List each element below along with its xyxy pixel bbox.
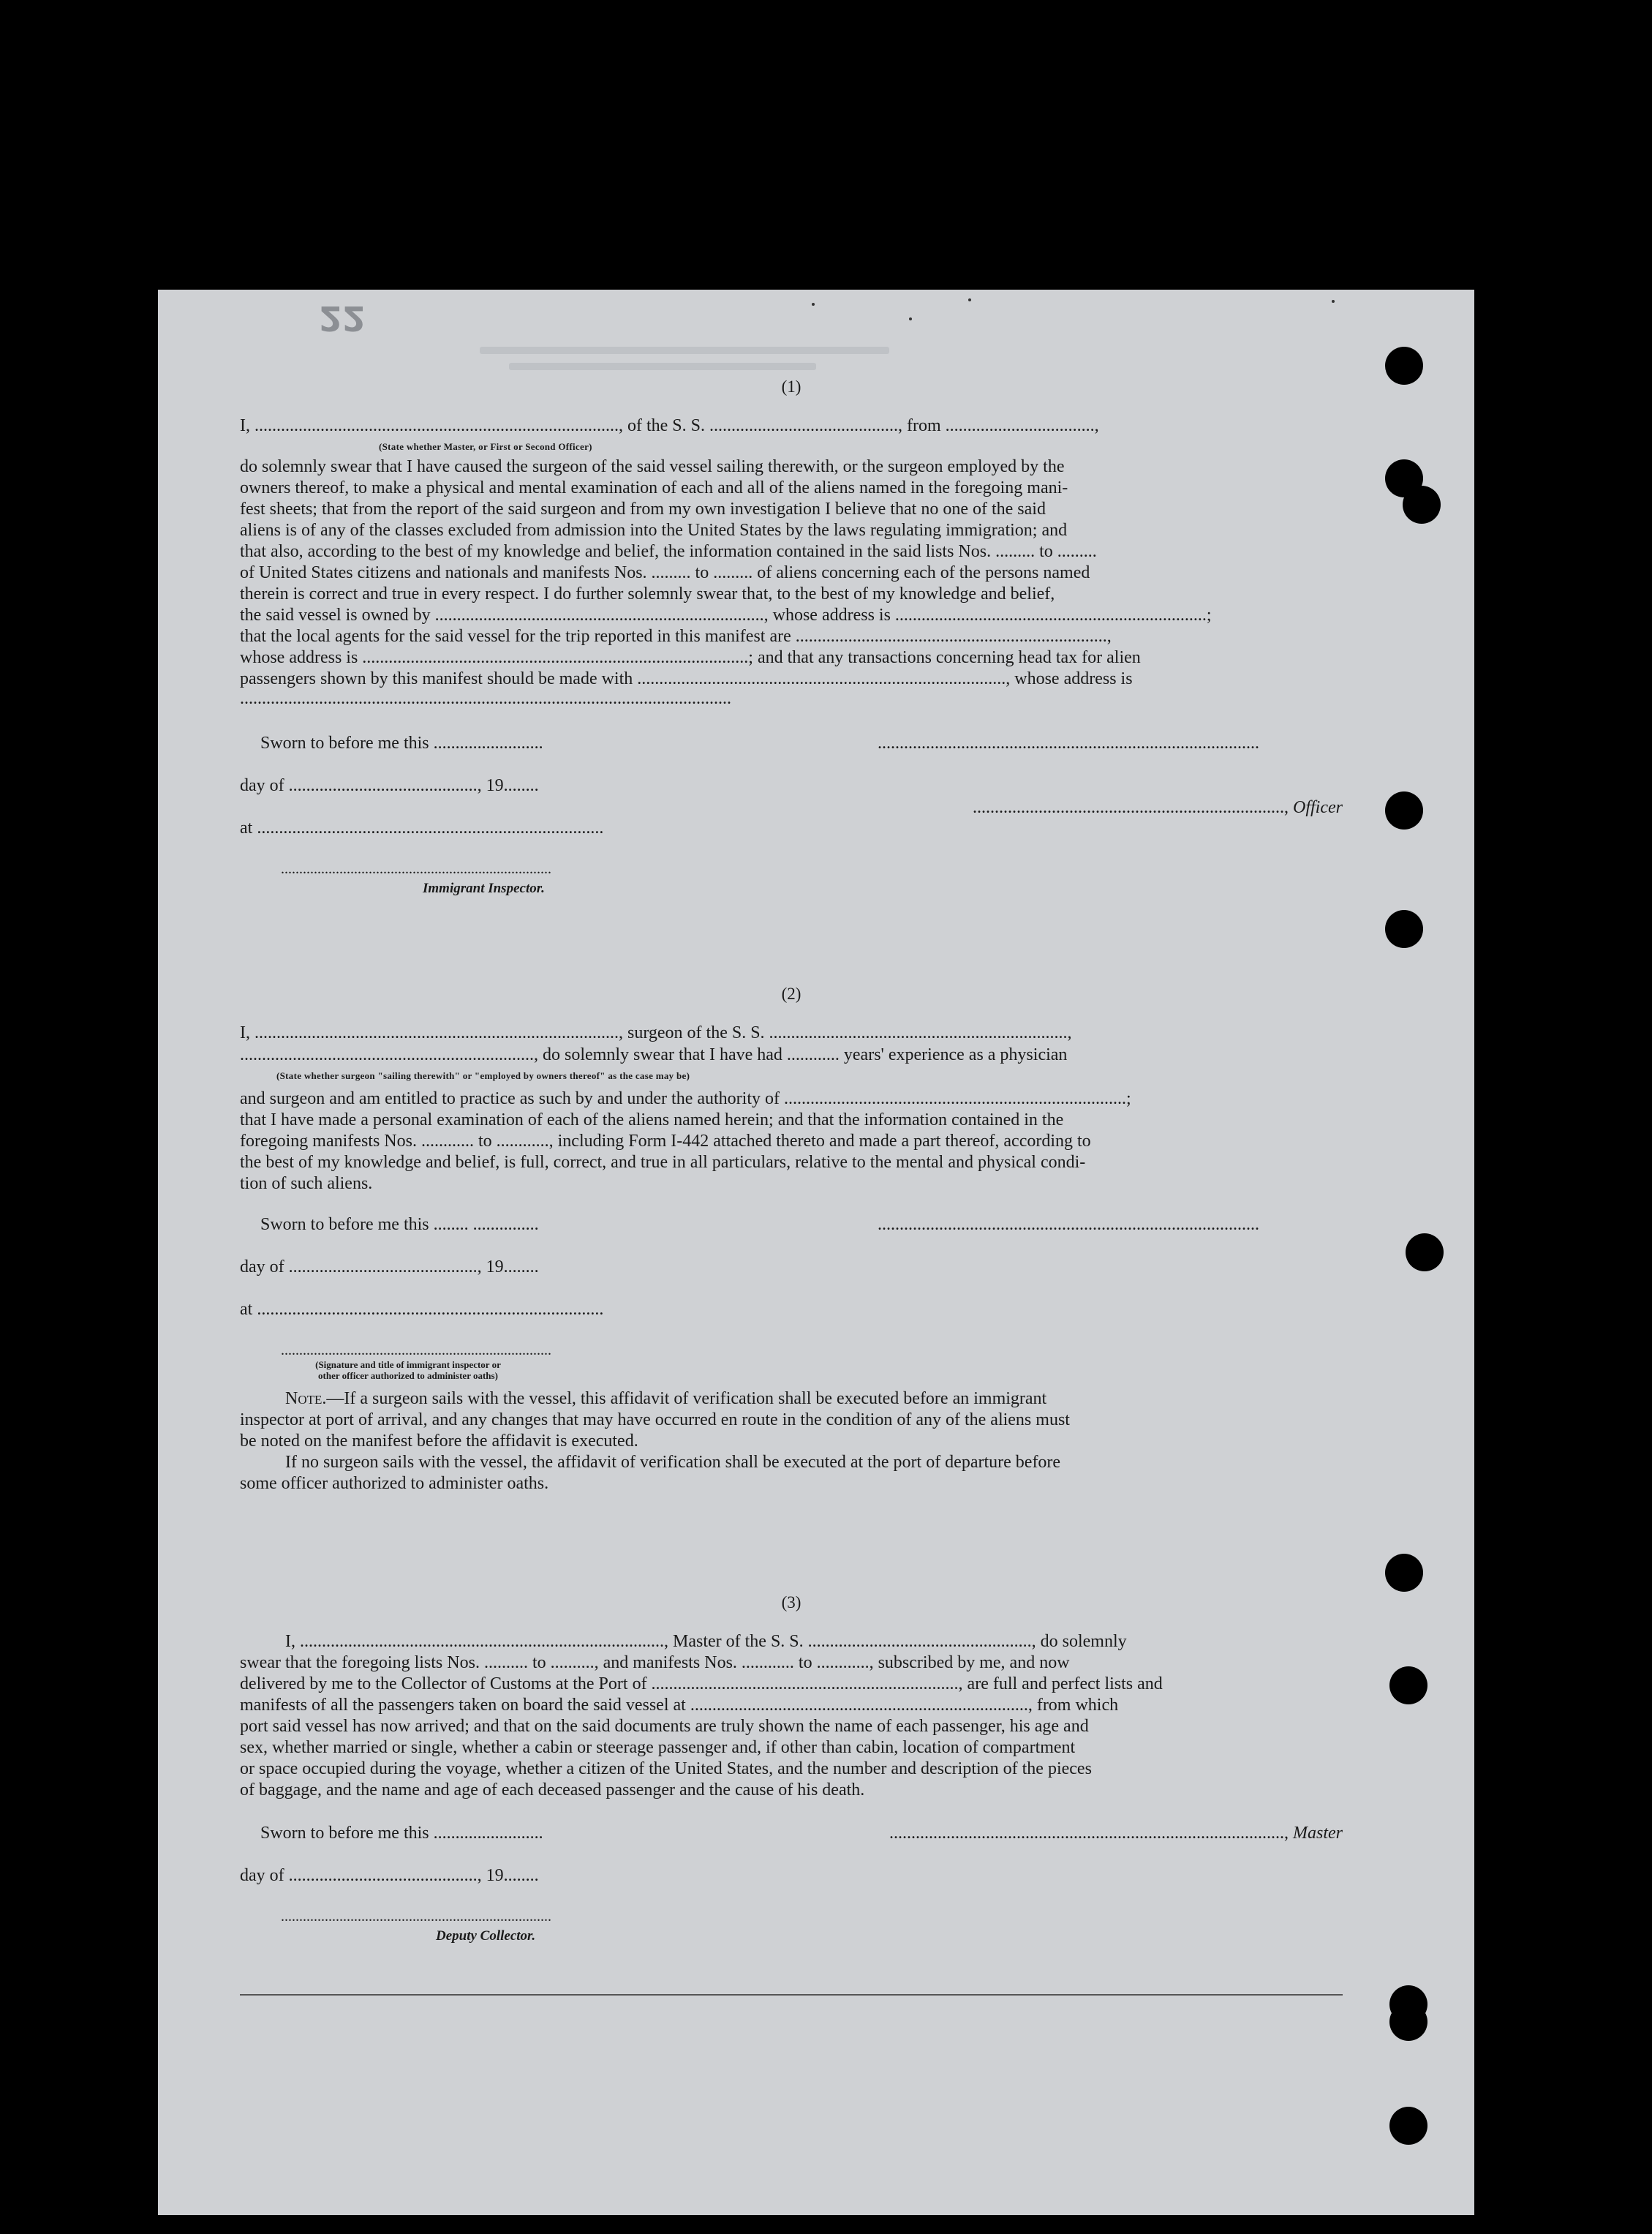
speck — [812, 303, 815, 306]
punch-hole — [1385, 791, 1423, 830]
master-caption: Master — [1293, 1824, 1343, 1843]
note-line: If no surgeon sails with the vessel, the affidavit of verification shall be executed at the port of departure before — [285, 1453, 1061, 1472]
section-2-body-line: foregoing manifests Nos. ............ to ............, including Form I-442 attached thereto and made a part thereof, according to — [240, 1132, 1091, 1151]
section-2-at-line: at ............................................................................... — [240, 1300, 604, 1319]
section-3-body-line: manifests of all the passengers taken on board the said vessel at ............................................................................., from which — [240, 1696, 1119, 1715]
speck — [909, 317, 912, 320]
section-3-collector-caption: Deputy Collector. — [436, 1928, 536, 1944]
section-3-body-line: I, ..................................................................................., Master of the S. S. ..................................................., do solemnly — [285, 1632, 1127, 1651]
section-2-first-line: I, ..................................................................................., surgeon of the S. S. ...................................................................., — [240, 1023, 1072, 1042]
punch-hole — [1406, 1233, 1444, 1271]
officer-caption: Officer — [1293, 798, 1343, 817]
section-2-body-line: the best of my knowledge and belief, is full, correct, and true in all particulars, relative to the mental and physical condi- — [240, 1153, 1086, 1172]
section-1-body-line: of United States citizens and nationals and manifests Nos. ......... to ......... of aliens concerning each of the persons named — [240, 563, 1090, 582]
section-2-number: (2) — [781, 985, 802, 1003]
section-3-body-line: of baggage, and the name and age of each deceased passenger and the cause of his death. — [240, 1780, 865, 1799]
master-dots: .........................................................................................., — [889, 1824, 1293, 1843]
section-3-body-line: sex, whether married or single, whether a cabin or steerage passenger and, if other than cabin, location of compartment — [240, 1738, 1076, 1757]
section-1-officer-line — [973, 797, 1343, 819]
note-label: Note. — [285, 1389, 327, 1408]
section-3-number: (3) — [781, 1593, 802, 1611]
note-line: inspector at port of arrival, and any changes that may have occurred en route in the condition of any of the aliens must — [240, 1410, 1070, 1429]
section-2-body-line: that I have made a personal examination of each of the aliens named herein; and that the information contained in the — [240, 1110, 1064, 1129]
section-1-number: (1) — [781, 377, 802, 396]
punch-hole — [1385, 1554, 1423, 1592]
note-line: some officer authorized to administer oaths. — [240, 1474, 549, 1493]
section-2-signature-caption-1: (Signature and title of immigrant inspector or — [315, 1359, 501, 1370]
section-1-officer-caption: (State whether Master, or First or Second Officer) — [379, 441, 592, 452]
speck — [1332, 300, 1335, 303]
section-1-body-line: whose address is ........................................................................................; and that any transactions concerning head tax for alien — [240, 648, 1141, 667]
section-2-signature-dots-left: .......................................................................... — [281, 1342, 551, 1358]
section-1-body-line: ................................................................................................................ — [240, 689, 731, 708]
section-3-body-line: delivered by me to the Collector of Customs at the Port of ......................................................................, are full and perfect lists and — [240, 1674, 1163, 1693]
section-2-signature-caption-2: other officer authorized to administer oaths) — [318, 1370, 498, 1381]
section-1-body-line: passengers shown by this manifest should be made with ...................................................................................., whose address is — [240, 669, 1133, 688]
note-line — [285, 1388, 1343, 1410]
manifest-page — [158, 290, 1474, 2215]
officer-dots: ......................................................................., — [973, 798, 1294, 817]
bleed-through-mark — [509, 363, 816, 370]
section-2-body-line: and surgeon and am entitled to practice as such by and under the authority of ..............................................................................; — [240, 1089, 1131, 1108]
section-2-day-line: day of ..........................................., 19........ — [240, 1257, 539, 1276]
section-2-body-line: tion of such aliens. — [240, 1174, 373, 1193]
page-number-mark: 22 — [319, 298, 366, 338]
punch-hole — [1389, 1666, 1427, 1704]
section-1-sworn-line: Sworn to before me this ......................... — [260, 734, 543, 753]
section-1-inspector-dots: .......................................................................... — [281, 861, 551, 877]
bleed-through-mark — [480, 347, 889, 354]
section-1-body-line: do solemnly swear that I have caused the surgeon of the said vessel sailing therewith, or the surgeon employed by the — [240, 457, 1065, 476]
section-1-body-line: therein is correct and true in every respect. I do further solemnly swear that, to the best of my knowledge and belief, — [240, 584, 1055, 603]
section-1-body-line: fest sheets; that from the report of the said surgeon and from my own investigation I believe that no one of the said — [240, 500, 1046, 519]
section-3-body-line: port said vessel has now arrived; and that on the said documents are truly shown the name of each passenger, his age and — [240, 1717, 1089, 1736]
punch-hole — [1403, 486, 1441, 524]
section-1-inspector-caption: Immigrant Inspector. — [423, 881, 545, 896]
section-2-signature-dots-right: ....................................................................................... — [878, 1215, 1259, 1234]
section-1-body-line: that also, according to the best of my knowledge and belief, the information contained in the said lists Nos. ......... to ......... — [240, 542, 1097, 561]
punch-hole — [1389, 2003, 1427, 2041]
section-1-day-line: day of ..........................................., 19........ — [240, 776, 539, 795]
bottom-rule — [240, 1994, 1343, 1996]
punch-hole — [1385, 910, 1423, 948]
note-line: be noted on the manifest before the affidavit is executed. — [240, 1432, 638, 1451]
punch-hole — [1389, 2107, 1427, 2145]
section-1-officer-signature-dots: ....................................................................................... — [878, 734, 1259, 753]
note-text: —If a surgeon sails with the vessel, this affidavit of verification shall be executed before an immigrant — [326, 1389, 1047, 1408]
section-2-second-line: ..................................................................., do solemnly swear that I have had ............ years' experience as a physician — [240, 1045, 1068, 1064]
section-2-surgeon-caption: (State whether surgeon "sailing therewith" or "employed by owners thereof" as the case may be) — [276, 1070, 690, 1081]
punch-hole — [1385, 347, 1423, 385]
section-1-at-line: at ............................................................................... — [240, 819, 604, 838]
section-3-collector-dots: .......................................................................... — [281, 1908, 551, 1925]
section-2-sworn-line: Sworn to before me this ........ ............... — [260, 1215, 539, 1234]
section-3-master-line — [889, 1823, 1343, 1844]
section-3-body-line: swear that the foregoing lists Nos. .......... to .........., and manifests Nos. ............ to ............, subscribed by me, and now — [240, 1653, 1070, 1672]
section-1-first-line: I, ..................................................................................., of the S. S. ..........................................., from .................................., — [240, 416, 1099, 435]
section-1-body-line: aliens is of any of the classes excluded from admission into the United States by the laws regulating immigration; and — [240, 521, 1068, 540]
section-3-body-line: or space occupied during the voyage, whether a citizen of the United States, and the number and description of the pieces — [240, 1759, 1092, 1778]
section-1-body-line: the said vessel is owned by ..........................................................................., whose address is .......................................................................; — [240, 606, 1212, 625]
section-3-sworn-line: Sworn to before me this ......................... — [260, 1824, 543, 1843]
section-1-body-line: owners thereof, to make a physical and mental examination of each and all of the aliens named in the foregoing mani- — [240, 478, 1068, 497]
section-1-body-line: that the local agents for the said vessel for the trip reported in this manifest are ......................................................................., — [240, 627, 1112, 646]
section-3-day-line: day of ..........................................., 19........ — [240, 1866, 539, 1885]
speck — [968, 298, 971, 301]
